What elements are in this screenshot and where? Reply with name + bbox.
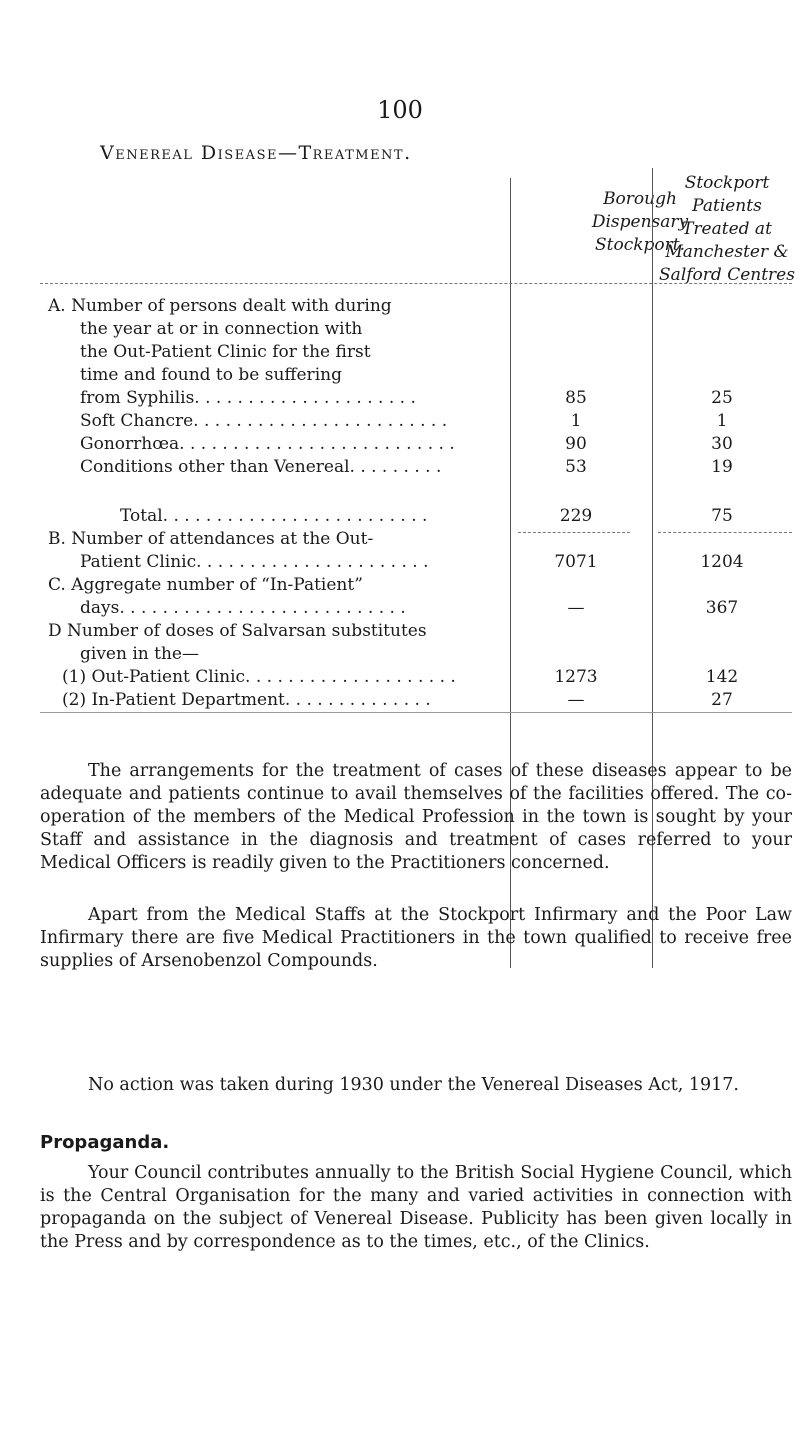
row-label: Soft Chancre. . . . . . . . . . . . . . . . . . . . . . . . bbox=[80, 411, 448, 431]
table-row bbox=[40, 528, 792, 550]
paragraph-medical-staffs: Apart from the Medical Staffs at the Stockport Infirmary and the Poor Law Infirmary there are five Medical Practitioners in the town qualified to receive free supplies of Arsenobenzol Compounds. bbox=[40, 905, 792, 971]
propaganda-heading: Propaganda. bbox=[40, 1132, 170, 1153]
table-row bbox=[40, 643, 792, 665]
manchester-value: 1204 bbox=[700, 552, 744, 572]
row-label: the Out-Patient Clinic for the first bbox=[80, 342, 371, 362]
page-number: 100 bbox=[377, 96, 423, 124]
manchester-value: 25 bbox=[711, 388, 733, 408]
borough-value: 1 bbox=[570, 411, 582, 431]
table-header bbox=[40, 168, 795, 285]
borough-value: 90 bbox=[565, 434, 587, 454]
row-label: Gonorrhœa. . . . . . . . . . . . . . . . . . . . . . . . . . bbox=[80, 434, 455, 454]
borough-value: 7071 bbox=[554, 552, 598, 572]
paragraph-no-action: No action was taken during 1930 under the Venereal Diseases Act, 1917. bbox=[88, 1075, 739, 1095]
manchester-value: 367 bbox=[705, 598, 739, 618]
col2-header bbox=[652, 172, 800, 287]
treatment-table bbox=[40, 168, 795, 710]
borough-value: 85 bbox=[565, 388, 587, 408]
col2-header-line: Patients bbox=[692, 196, 762, 216]
row-label: the year at or in connection with bbox=[80, 319, 363, 339]
col2-header-line: Stockport bbox=[684, 173, 770, 193]
table-row bbox=[40, 387, 792, 409]
row-label: given in the— bbox=[80, 644, 199, 664]
table-row bbox=[40, 364, 792, 386]
row-label: C. Aggregate number of “In-Patient” bbox=[48, 575, 363, 595]
col1-header-line: Borough bbox=[603, 189, 677, 209]
paragraph-propaganda: Your Council contributes annually to the British Social Hygiene Council, which is the Central Organisation for the many and varied activities in connection with propaganda on the subject of Venereal Disease. Publicity has been given locally in the Press and by correspondence as to the times, etc., of the Clinics. bbox=[40, 1163, 792, 1252]
manchester-value: 1 bbox=[716, 411, 728, 431]
page-title: Venereal Disease—Treatment. bbox=[100, 142, 412, 164]
table-row bbox=[40, 689, 792, 711]
row-label: (1) Out-Patient Clinic. . . . . . . . . . . . . . . . . . . . bbox=[62, 667, 456, 687]
table-row bbox=[40, 574, 792, 596]
borough-value: 1273 bbox=[554, 667, 598, 687]
manchester-value: 30 bbox=[711, 434, 733, 454]
col1-header-line: Stockport. bbox=[594, 235, 685, 255]
row-label: (2) In-Patient Department. . . . . . . . . . . . . . bbox=[62, 690, 431, 710]
row-label: D Number of doses of Salvarsan substitutes bbox=[48, 621, 427, 641]
col2-header-line: Salford Centres bbox=[659, 265, 795, 285]
table-row bbox=[40, 410, 792, 432]
row-label: B. Number of attendances at the Out- bbox=[48, 529, 374, 549]
table-row bbox=[40, 341, 792, 363]
table-row bbox=[40, 433, 792, 455]
row-label: days. . . . . . . . . . . . . . . . . . . . . . . . . . . bbox=[80, 598, 406, 618]
table-row bbox=[40, 456, 792, 478]
col2-header-line: Treated at bbox=[682, 219, 772, 239]
manchester-value: 142 bbox=[705, 667, 739, 687]
manchester-value: 75 bbox=[711, 506, 733, 526]
table-row bbox=[40, 318, 792, 340]
manchester-value: 27 bbox=[711, 690, 733, 710]
table-row bbox=[40, 295, 792, 317]
borough-value: — bbox=[567, 598, 585, 618]
row-label: Patient Clinic. . . . . . . . . . . . . . . . . . . . . . bbox=[80, 552, 429, 572]
header-divider bbox=[40, 283, 792, 284]
row-label: from Syphilis. . . . . . . . . . . . . . . . . . . . . bbox=[80, 388, 416, 408]
table-row bbox=[40, 597, 792, 619]
table-row bbox=[40, 620, 792, 642]
borough-value: — bbox=[567, 690, 585, 710]
row-label: Total. . . . . . . . . . . . . . . . . . . . . . . . . bbox=[120, 506, 428, 526]
table-row-total bbox=[40, 505, 792, 527]
row-label: Conditions other than Venereal. . . . . . . . . bbox=[80, 457, 442, 477]
table-bottom-rule bbox=[40, 712, 792, 713]
row-label: A. Number of persons dealt with during bbox=[48, 296, 392, 316]
row-label: time and found to be suffering bbox=[80, 365, 342, 385]
paragraph-arrangements: The arrangements for the treatment of cases of these diseases appear to be adequate and patients continue to avail themselves of the facilities offered. The co-operation of the members of the Medical Profession in the town is sought by your Staff and assistance in the diagnosis and treatment of cases referred to your Medical Officers is readily given to the Practitioners concerned. bbox=[40, 761, 792, 873]
borough-value: 229 bbox=[559, 506, 593, 526]
table-row bbox=[40, 551, 792, 573]
manchester-value: 19 bbox=[711, 457, 733, 477]
col1-header-line: Dispensary bbox=[591, 212, 689, 232]
col2-header-line: Manchester & bbox=[665, 242, 789, 262]
borough-value: 53 bbox=[565, 457, 587, 477]
table-row bbox=[40, 666, 792, 688]
